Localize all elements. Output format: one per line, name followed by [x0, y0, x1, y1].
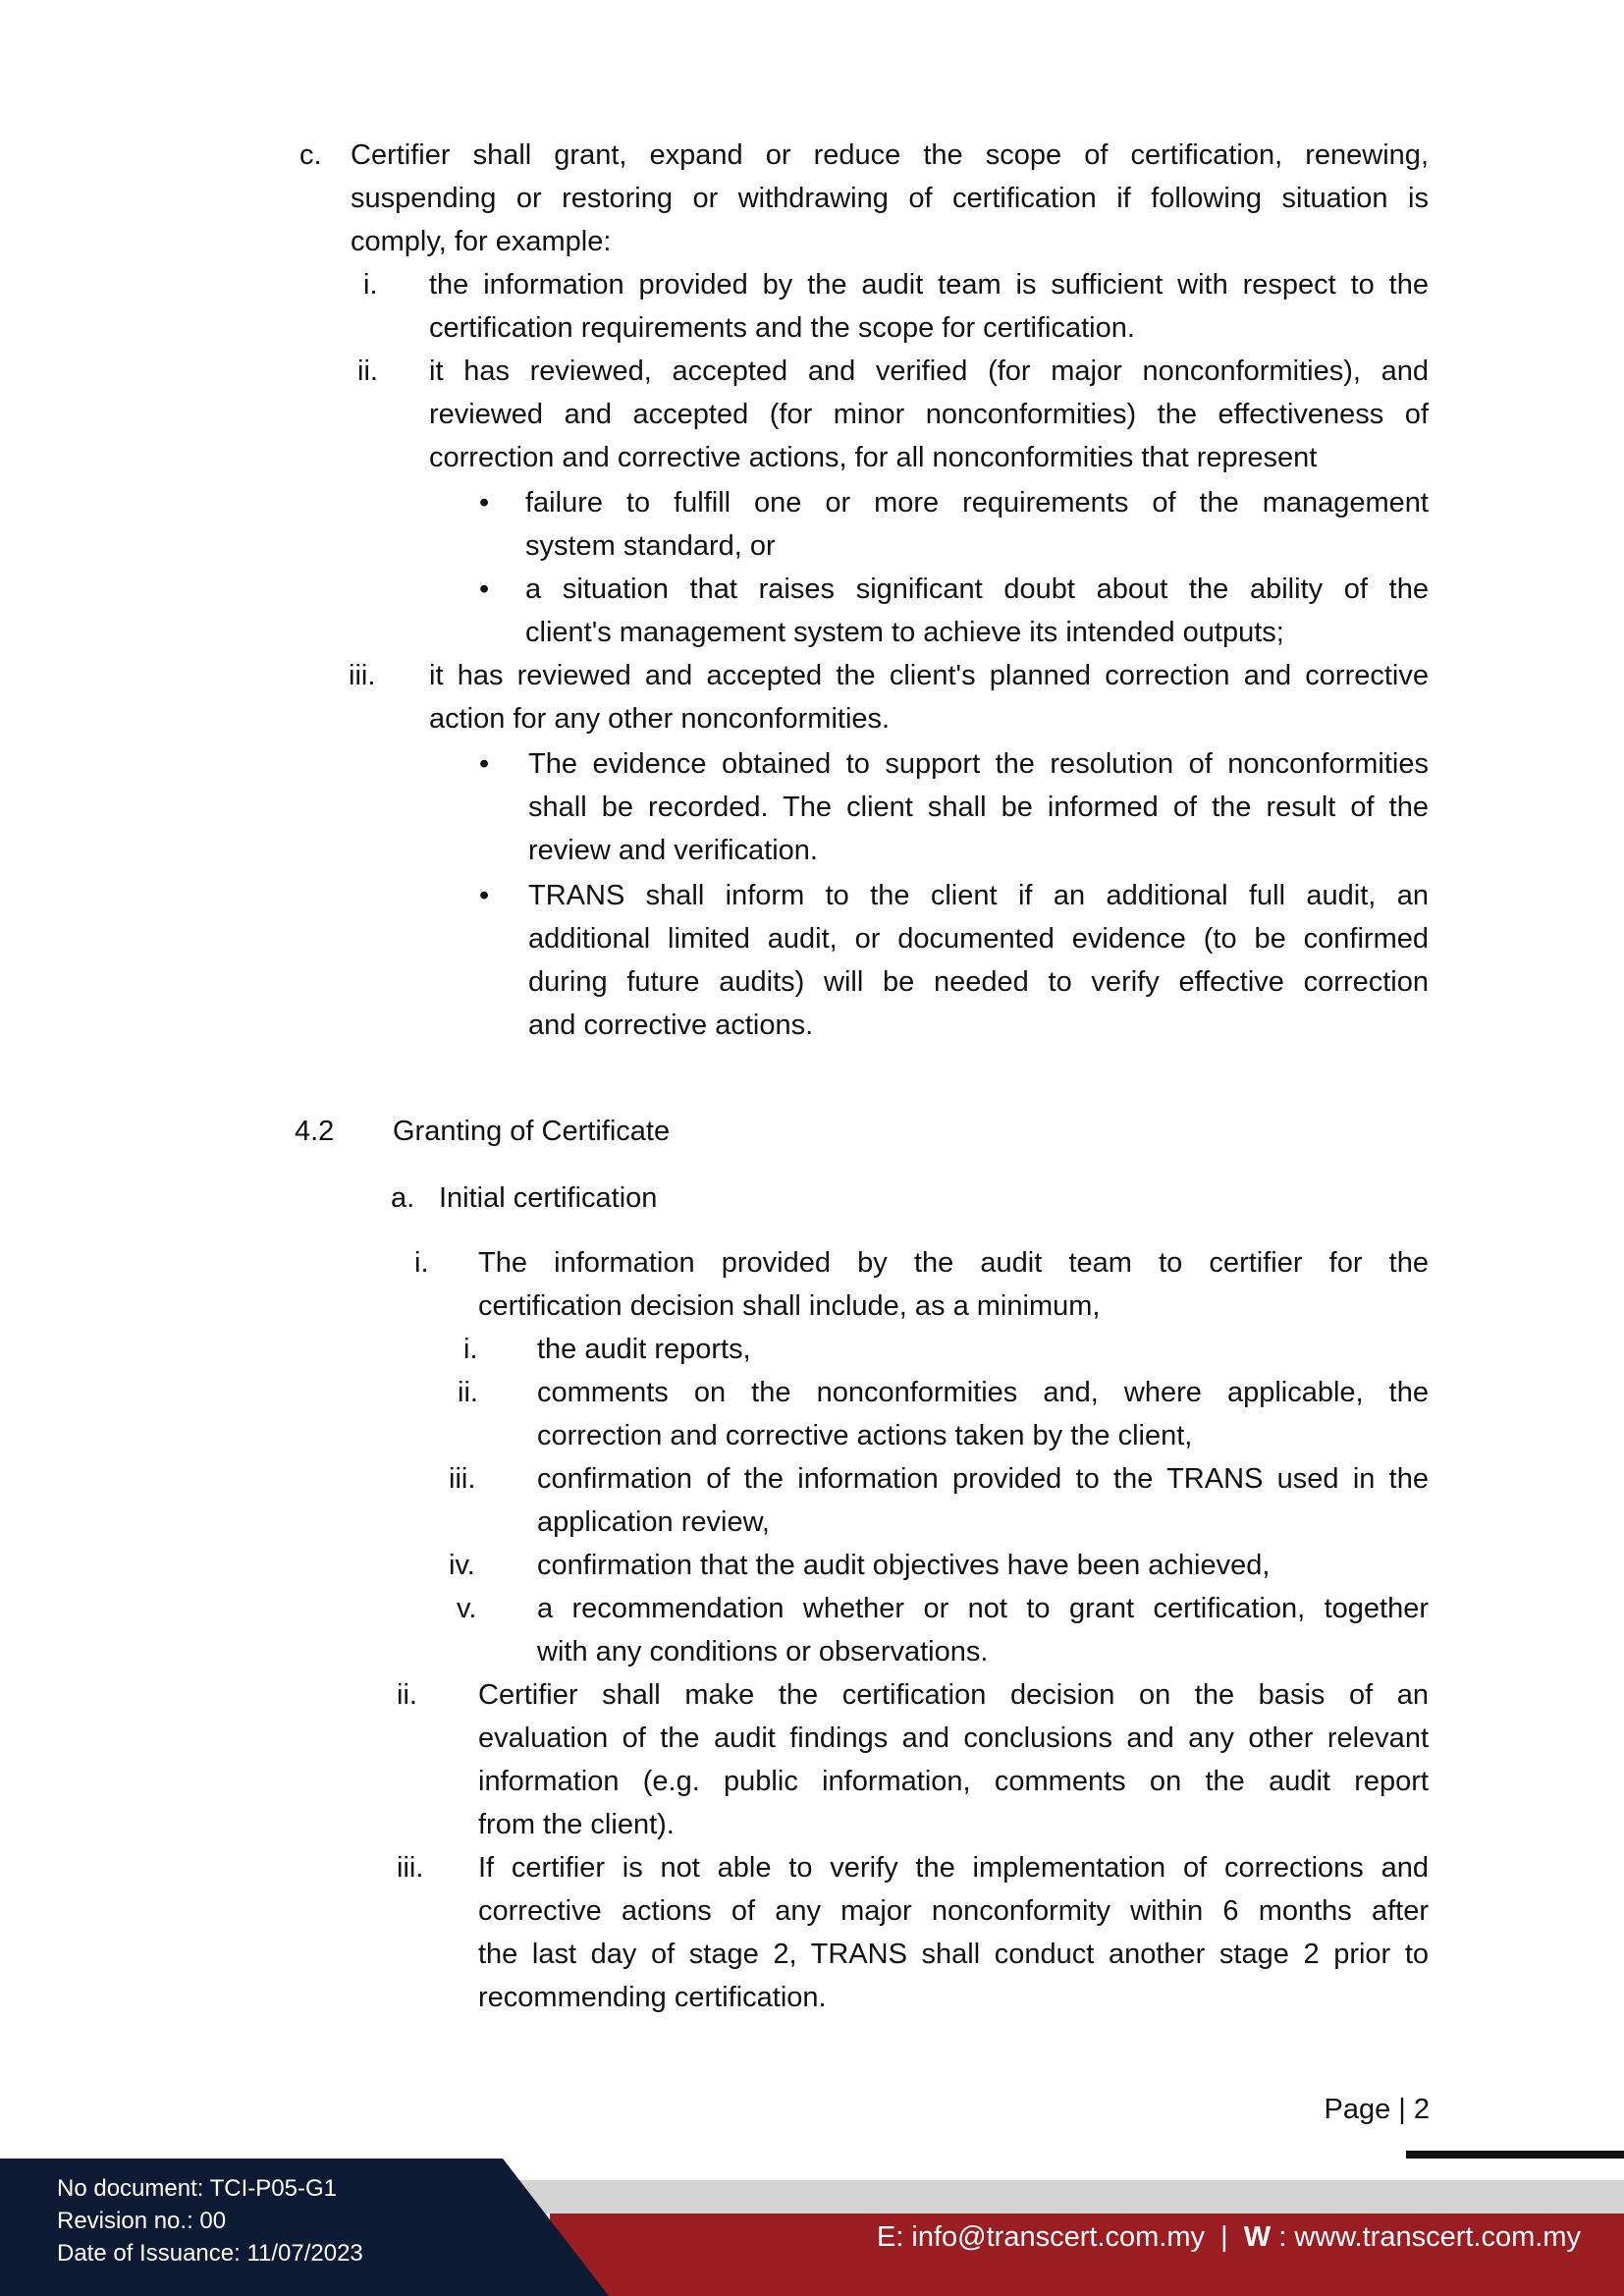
subitem-marker: iii. — [449, 1463, 476, 1495]
page-number: Page | 2 — [1324, 2094, 1430, 2125]
section-c-item-iii: it has reviewed and accepted the client's planned correction and corrective action for any other nonconformities. — [429, 660, 1429, 735]
page-number-rule — [1406, 2151, 1624, 2159]
footer-doc-number: No document: TCI-P05-G1 — [57, 2175, 338, 2202]
subitem-marker: i. — [463, 1334, 478, 1365]
footer-email-link[interactable]: info@transcert.com.my — [911, 2221, 1205, 2253]
section-c-item-i: the information provided by the audit team is sufficient with respect to the certification requirements and the scope for certification. — [429, 269, 1429, 344]
item-marker-4-2-iii: iii. — [397, 1852, 424, 1884]
footer-document-info — [57, 2172, 363, 2269]
subsection-marker-a: a. — [391, 1182, 415, 1214]
bullet-text: a situation that raises significant doubt about the ability of the client's management system to achieve its intended outputs; — [525, 574, 1429, 648]
footer-grey-band — [511, 2180, 1624, 2214]
subitem-text: a recommendation whether or not to grant certification, together with any conditions or observations. — [537, 1593, 1429, 1667]
item-marker-c-ii: ii. — [357, 355, 378, 387]
item-marker-c-iii: iii. — [349, 660, 376, 691]
subsection-title: Initial certification — [439, 1182, 658, 1214]
subitem-text: confirmation that the audit objectives have been achieved, — [537, 1550, 1271, 1581]
footer-revision: Revision no.: 00 — [57, 2208, 227, 2234]
footer-web-label: W — [1243, 2221, 1272, 2253]
footer-web-link[interactable]: : www.transcert.com.my — [1278, 2221, 1581, 2253]
section-heading: Granting of Certificate — [393, 1116, 671, 1147]
bullet-text: failure to fulfill one or more requirements of the management system standard, or — [525, 487, 1429, 562]
footer-email-label: E: — [876, 2221, 904, 2253]
subitem-marker: iv. — [449, 1550, 475, 1581]
bullet-dot: • — [479, 487, 490, 519]
section-4-2-item-iii: If certifier is not able to verify the implementation of corrections and corrective actions of any major nonconformity within 6 months after the last day of stage 2, TRANS shall conduct another stage 2 prior to recommending certification. — [478, 1852, 1429, 2013]
bullet-text: The evidence obtained to support the resolution of nonconformities shall be recorded. The client shall be informed of the result of the review and verification. — [528, 748, 1429, 866]
footer-contact — [877, 2215, 1581, 2259]
subitem-marker: v. — [457, 1593, 477, 1624]
section-4-2-item-i: The information provided by the audit team to certifier for the certification decision shall include, as a minimum, — [478, 1247, 1429, 1322]
bullet-dot: • — [479, 880, 490, 911]
item-marker-c-i: i. — [363, 269, 378, 301]
bullet-text: TRANS shall inform to the client if an additional full audit, an additional limited audit, or documented evidence (to be confirmed during future audits) will be needed to verify effective correction and corrective actions. — [528, 880, 1429, 1041]
item-marker-4-2-ii: ii. — [397, 1679, 417, 1711]
subitem-marker: ii. — [458, 1377, 478, 1408]
section-c-item-ii: it has reviewed, accepted and verified (for major nonconformities), and reviewed and accepted (for minor nonconformities) the effectiveness of correction and corrective actions, for all nonconformities that represent — [429, 355, 1429, 473]
bullet-dot: • — [479, 574, 490, 605]
item-marker-4-2-i: i. — [414, 1247, 429, 1279]
footer-issuance-date: Date of Issuance: 11/07/2023 — [57, 2240, 363, 2267]
section-c-paragraph: Certifier shall grant, expand or reduce the scope of certification, renewing, suspending or restoring or withdrawing of certification if following situation is comply, for example: — [351, 139, 1429, 257]
subitem-text: the audit reports, — [537, 1334, 751, 1365]
bullet-dot: • — [479, 748, 490, 780]
section-4-2-item-ii: Certifier shall make the certification decision on the basis of an evaluation of the audit findings and conclusions and any other relevant information (e.g. public information, comments on the audit report from the client). — [478, 1679, 1429, 1840]
item-marker-c: c. — [299, 139, 322, 171]
footer-separator: | — [1220, 2221, 1228, 2253]
subitem-text: comments on the nonconformities and, where applicable, the correction and corrective actions taken by the client, — [537, 1377, 1429, 1451]
section-number: 4.2 — [295, 1116, 335, 1147]
subitem-text: confirmation of the information provided to the TRANS used in the application review, — [537, 1463, 1429, 1538]
